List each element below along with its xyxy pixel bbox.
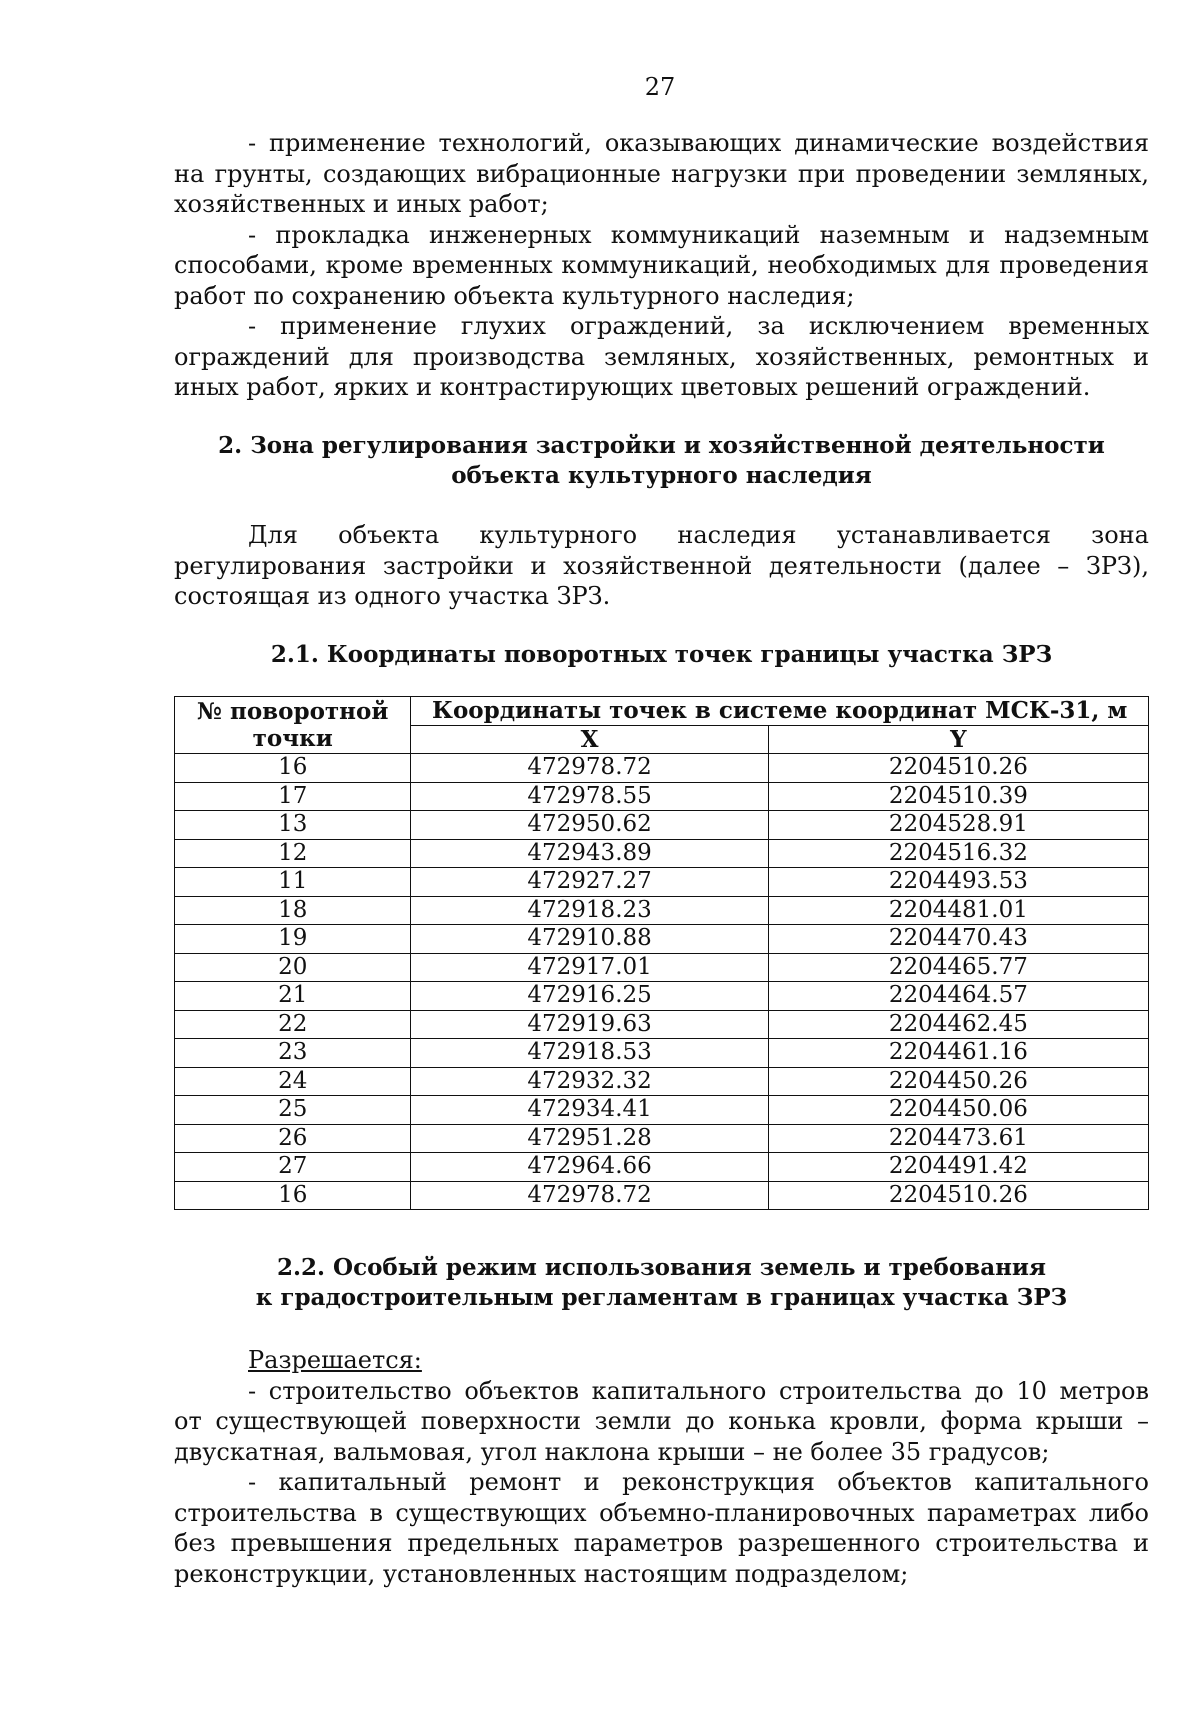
section-2-title-line2: объекта культурного наследия <box>451 462 872 489</box>
cell-x: 472919.63 <box>411 1010 768 1039</box>
cell-y: 2204470.43 <box>768 925 1148 954</box>
cell-point-number: 19 <box>175 925 411 954</box>
section-2-2-heading <box>174 1253 1149 1313</box>
cell-x: 472978.55 <box>411 782 768 811</box>
page-number: 27 <box>644 73 676 101</box>
header-coordinates: Координаты точек в системе координат МСК-31, м <box>411 697 1149 726</box>
intro-paragraph: - применение технологий, оказывающих динамические воздействия на грунты, создающих вибрационные нагрузки при проведении земляных, хозяйственных и иных работ; <box>174 129 1149 218</box>
cell-y: 2204461.16 <box>768 1039 1148 1068</box>
table-row <box>175 1181 1149 1210</box>
cell-point-number: 25 <box>175 1096 411 1125</box>
cell-x: 472917.01 <box>411 953 768 982</box>
section-2-2-title-line2: к градостроительным регламентам в границах участка ЗРЗ <box>255 1284 1068 1311</box>
cell-y: 2204450.26 <box>768 1067 1148 1096</box>
cell-x: 472932.32 <box>411 1067 768 1096</box>
cell-y: 2204491.42 <box>768 1153 1148 1182</box>
section-2-2-paragraph: - строительство объектов капитального строительства до 10 метров от существующей поверхности земли до конька кровли, форма крыши – двускатная, вальмовая, угол наклона крыши – не более 35 градусов; <box>174 1376 1149 1466</box>
table-row <box>175 839 1149 868</box>
cell-x: 472950.62 <box>411 811 768 840</box>
table-row <box>175 782 1149 811</box>
cell-point-number: 12 <box>175 839 411 868</box>
intro-paragraph: - прокладка инженерных коммуникаций наземным и надземным способами, кроме временных коммуникаций, необходимых для проведения работ по сохранению объекта культурного наследия; <box>174 220 1149 310</box>
cell-point-number: 21 <box>175 982 411 1011</box>
cell-point-number: 27 <box>175 1153 411 1182</box>
header-point-number: № поворотной точки <box>175 697 411 754</box>
table-row <box>175 754 1149 783</box>
cell-x: 472918.23 <box>411 896 768 925</box>
table-row <box>175 925 1149 954</box>
section-2-body <box>174 520 1149 612</box>
cell-point-number: 24 <box>175 1067 411 1096</box>
cell-x: 472978.72 <box>411 1181 768 1210</box>
cell-y: 2204510.39 <box>768 782 1148 811</box>
table-row <box>175 1153 1149 1182</box>
intro-paragraph: - применение глухих ограждений, за исключением временных ограждений для производства земляных, хозяйственных, ремонтных и иных работ, ярких и контрастирующих цветовых решений ограждений. <box>174 312 1149 401</box>
section-2-paragraph: Для объекта культурного наследия устанавливается зона регулирования застройки и хозяйственной деятельности (далее – ЗРЗ), состоящая из одного участка ЗРЗ. <box>174 521 1149 610</box>
cell-point-number: 23 <box>175 1039 411 1068</box>
cell-point-number: 26 <box>175 1124 411 1153</box>
intro-list <box>174 128 1149 403</box>
cell-y: 2204510.26 <box>768 1181 1148 1210</box>
table-row <box>175 1124 1149 1153</box>
cell-point-number: 17 <box>175 782 411 811</box>
cell-y: 2204516.32 <box>768 839 1148 868</box>
cell-x: 472927.27 <box>411 868 768 897</box>
coordinates-table <box>174 696 1149 1210</box>
allowed-label <box>174 1345 1149 1376</box>
cell-y: 2204528.91 <box>768 811 1148 840</box>
cell-point-number: 22 <box>175 1010 411 1039</box>
section-2-2-paragraph: - капитальный ремонт и реконструкция объектов капитального строительства в существующих объемно-планировочных параметрах либо без превышения предельных параметров разрешенного строительства и реконструкции, установленных настоящим подразделом; <box>174 1468 1149 1588</box>
table-row <box>175 896 1149 925</box>
cell-y: 2204473.61 <box>768 1124 1148 1153</box>
cell-point-number: 18 <box>175 896 411 925</box>
cell-x: 472951.28 <box>411 1124 768 1153</box>
cell-x: 472934.41 <box>411 1096 768 1125</box>
cell-y: 2204493.53 <box>768 868 1148 897</box>
cell-x: 472916.25 <box>411 982 768 1011</box>
cell-x: 472943.89 <box>411 839 768 868</box>
section-2-1-heading <box>174 640 1149 670</box>
section-2-heading <box>174 431 1149 491</box>
cell-point-number: 13 <box>175 811 411 840</box>
section-2-2-body <box>174 1345 1149 1589</box>
cell-point-number: 11 <box>175 868 411 897</box>
table-row <box>175 1067 1149 1096</box>
table-row <box>175 868 1149 897</box>
table-row <box>175 953 1149 982</box>
cell-x: 472910.88 <box>411 925 768 954</box>
table-row <box>175 1039 1149 1068</box>
coordinates-table-body <box>175 754 1149 1210</box>
table-row <box>175 982 1149 1011</box>
table-row <box>175 811 1149 840</box>
header-x: X <box>411 725 768 754</box>
cell-y: 2204481.01 <box>768 896 1148 925</box>
allowed-label-text: Разрешается: <box>248 1346 422 1374</box>
section-2-title-line1: 2. Зона регулирования застройки и хозяйственной деятельности <box>218 432 1105 459</box>
table-row <box>175 1096 1149 1125</box>
cell-point-number: 16 <box>175 1181 411 1210</box>
cell-y: 2204464.57 <box>768 982 1148 1011</box>
cell-y: 2204510.26 <box>768 754 1148 783</box>
cell-y: 2204462.45 <box>768 1010 1148 1039</box>
cell-x: 472918.53 <box>411 1039 768 1068</box>
cell-point-number: 20 <box>175 953 411 982</box>
cell-point-number: 16 <box>175 754 411 783</box>
cell-y: 2204465.77 <box>768 953 1148 982</box>
cell-x: 472964.66 <box>411 1153 768 1182</box>
table-row <box>175 1010 1149 1039</box>
cell-y: 2204450.06 <box>768 1096 1148 1125</box>
header-y: Y <box>768 725 1148 754</box>
section-2-2-title-line1: 2.2. Особый режим использования земель и требования <box>277 1254 1046 1281</box>
section-2-1-title: 2.1. Координаты поворотных точек границы участка ЗРЗ <box>270 641 1053 668</box>
cell-x: 472978.72 <box>411 754 768 783</box>
